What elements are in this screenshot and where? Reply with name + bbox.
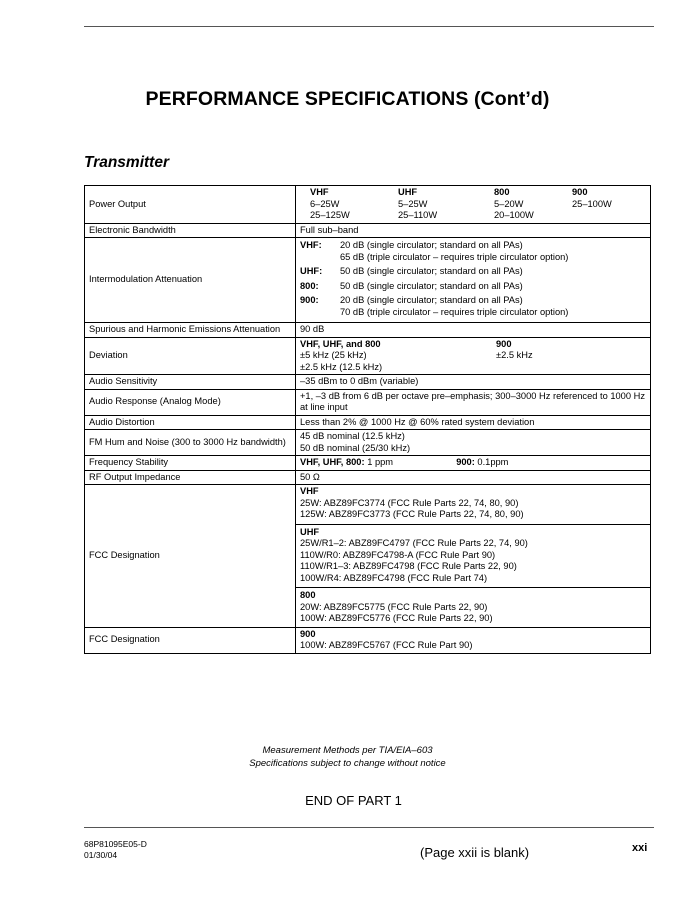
fcc-line: 100W: ABZ89FC5767 (FCC Rule Part 90) <box>300 640 473 650</box>
table-row-power-output <box>85 186 651 224</box>
intermod-line: 50 dB (single circulator; standard on all PAs) <box>340 280 523 291</box>
fcc-line: 110W/R1–3: ABZ89FC4798 (FCC Rule Parts 22, 90) <box>300 561 517 571</box>
row-label: FM Hum and Noise (300 to 3000 Hz bandwidth) <box>85 430 296 456</box>
table-row-fm-hum <box>85 430 651 456</box>
fcc-values <box>296 627 651 653</box>
band-name: UHF <box>300 526 320 537</box>
fm-hum-line: 45 dB nominal (12.5 kHz) <box>300 431 405 441</box>
stability-band: 900: <box>456 457 475 467</box>
intermod-800 <box>300 281 646 293</box>
band-name: VHF <box>300 486 319 496</box>
fcc-values <box>296 485 651 628</box>
table-row-deviation <box>85 337 651 375</box>
deviation-values <box>296 337 651 375</box>
page-number: xxi <box>632 842 648 854</box>
table-row-spurious <box>85 323 651 338</box>
document-number: 68P81095E05-D <box>84 839 147 849</box>
section-heading: Transmitter <box>84 154 169 171</box>
band-name: 800 <box>300 590 316 600</box>
power-range: 5–25W <box>398 198 428 209</box>
intermod-line: 20 dB (single circulator; standard on all PAs) <box>340 295 523 305</box>
fm-hum-values <box>296 430 651 456</box>
power-band-vhf <box>300 187 398 222</box>
row-value: –35 dBm to 0 dBm (variable) <box>296 375 651 390</box>
band-name: 900: <box>300 295 319 305</box>
top-rule <box>84 26 654 27</box>
power-band-900 <box>572 187 646 222</box>
band-name: UHF <box>398 187 418 197</box>
stability-value: 0.1ppm <box>477 457 509 467</box>
deviation-line: ±5 kHz (25 kHz) <box>300 350 367 360</box>
intermod-line: 50 dB (single circulator; standard on all PAs) <box>340 266 523 276</box>
table-row-frequency-stability <box>85 456 651 471</box>
table-row-audio-sensitivity <box>85 375 651 390</box>
row-label: Electronic Bandwidth <box>85 223 296 238</box>
table-row-fcc-designation <box>85 485 651 628</box>
row-label: Power Output <box>85 186 296 224</box>
row-value: 90 dB <box>296 323 651 338</box>
row-label: Audio Distortion <box>85 415 296 430</box>
deviation-line: ±2.5 kHz (12.5 kHz) <box>300 361 383 372</box>
power-range: 5–20W <box>494 198 524 209</box>
row-label: Intermodulation Attenuation <box>85 238 296 323</box>
row-value: 50 Ω <box>296 470 651 485</box>
band-name: 800 <box>494 187 510 197</box>
fcc-block-uhf <box>296 524 650 586</box>
power-output-values <box>296 186 651 224</box>
measurement-note: Measurement Methods per TIA/EIA–603 <box>262 745 433 756</box>
page-title: PERFORMANCE SPECIFICATIONS (Cont’d) <box>145 88 550 110</box>
power-range: 25–125W <box>310 210 350 220</box>
row-label: Frequency Stability <box>85 456 296 471</box>
intermod-900 <box>300 295 646 318</box>
fcc-block-800 <box>296 587 650 626</box>
intermod-line: 70 dB (triple circulator – requires triple circulator option) <box>340 306 569 317</box>
row-label: Audio Response (Analog Mode) <box>85 389 296 415</box>
deviation-head: VHF, UHF, and 800 <box>300 338 381 349</box>
change-note: Specifications subject to change without notice <box>249 758 446 769</box>
row-value: Full sub–band <box>296 223 651 238</box>
power-range: 25–110W <box>398 210 438 220</box>
row-value: Less than 2% @ 1000 Hz @ 60% rated system deviation <box>296 415 651 430</box>
power-range: 25–100W <box>572 198 612 209</box>
row-label: RF Output Impedance <box>85 470 296 485</box>
row-label: Spurious and Harmonic Emissions Attenuation <box>85 323 296 338</box>
deviation-line: ±2.5 kHz <box>496 350 533 360</box>
bottom-rule <box>84 827 654 828</box>
spec-table <box>84 185 651 654</box>
row-label: FCC Designation <box>85 627 296 653</box>
band-name: UHF: <box>300 266 323 276</box>
intermod-vhf <box>300 240 646 263</box>
stability-band: VHF, UHF, 800: <box>300 457 365 467</box>
row-label: Deviation <box>85 337 296 375</box>
band-name: VHF <box>310 187 329 197</box>
stability-value: 1 ppm <box>367 457 394 467</box>
band-name: 900 <box>572 187 588 197</box>
fcc-line: 110W/R0: ABZ89FC4798-A (FCC Rule Part 90) <box>300 549 496 560</box>
end-of-part: END OF PART 1 <box>305 793 402 808</box>
table-row-fcc-designation-900 <box>85 627 651 653</box>
fcc-line: 100W/R4: ABZ89FC4798 (FCC Rule Part 74) <box>300 572 488 583</box>
fm-hum-line: 50 dB nominal (25/30 kHz) <box>300 442 411 453</box>
table-row-electronic-bandwidth <box>85 223 651 238</box>
fcc-line: 25W/R1–2: ABZ89FC4797 (FCC Rule Parts 22, 74, 90) <box>300 538 528 548</box>
deviation-head: 900 <box>496 338 512 349</box>
table-row-intermodulation <box>85 238 651 323</box>
intermod-line: 65 dB (triple circulator – requires triple circulator option) <box>340 251 569 262</box>
table-row-audio-distortion <box>85 415 651 430</box>
table-row-audio-response <box>85 389 651 415</box>
intermod-uhf <box>300 266 646 278</box>
row-label: Audio Sensitivity <box>85 375 296 390</box>
blank-page-note: (Page xxii is blank) <box>420 845 530 860</box>
intermod-values <box>296 238 651 323</box>
power-range: 20–100W <box>494 210 534 220</box>
power-band-800 <box>494 187 572 222</box>
band-name: VHF: <box>300 240 322 250</box>
intermod-line: 20 dB (single circulator; standard on all PAs) <box>340 240 523 250</box>
fcc-line: 25W: ABZ89FC3774 (FCC Rule Parts 22, 74, 80, 90) <box>300 497 519 508</box>
fcc-block-vhf <box>296 486 650 522</box>
power-band-uhf <box>398 187 494 222</box>
power-range: 6–25W <box>310 198 340 209</box>
frequency-stability-values <box>296 456 651 471</box>
document-date: 01/30/04 <box>84 850 118 860</box>
row-value: +1, –3 dB from 6 dB per octave pre–emphasis; 300–3000 Hz referenced to 1000 Hz at line input <box>296 389 651 415</box>
fcc-line: 100W: ABZ89FC5776 (FCC Rule Parts 22, 90) <box>300 613 493 623</box>
band-name: 900 <box>300 628 316 639</box>
row-label: FCC Designation <box>85 485 296 628</box>
band-name: 800: <box>300 280 319 291</box>
table-row-rf-impedance <box>85 470 651 485</box>
fcc-line: 125W: ABZ89FC3773 (FCC Rule Parts 22, 74, 80, 90) <box>300 509 524 519</box>
fcc-line: 20W: ABZ89FC5775 (FCC Rule Parts 22, 90) <box>300 601 488 612</box>
